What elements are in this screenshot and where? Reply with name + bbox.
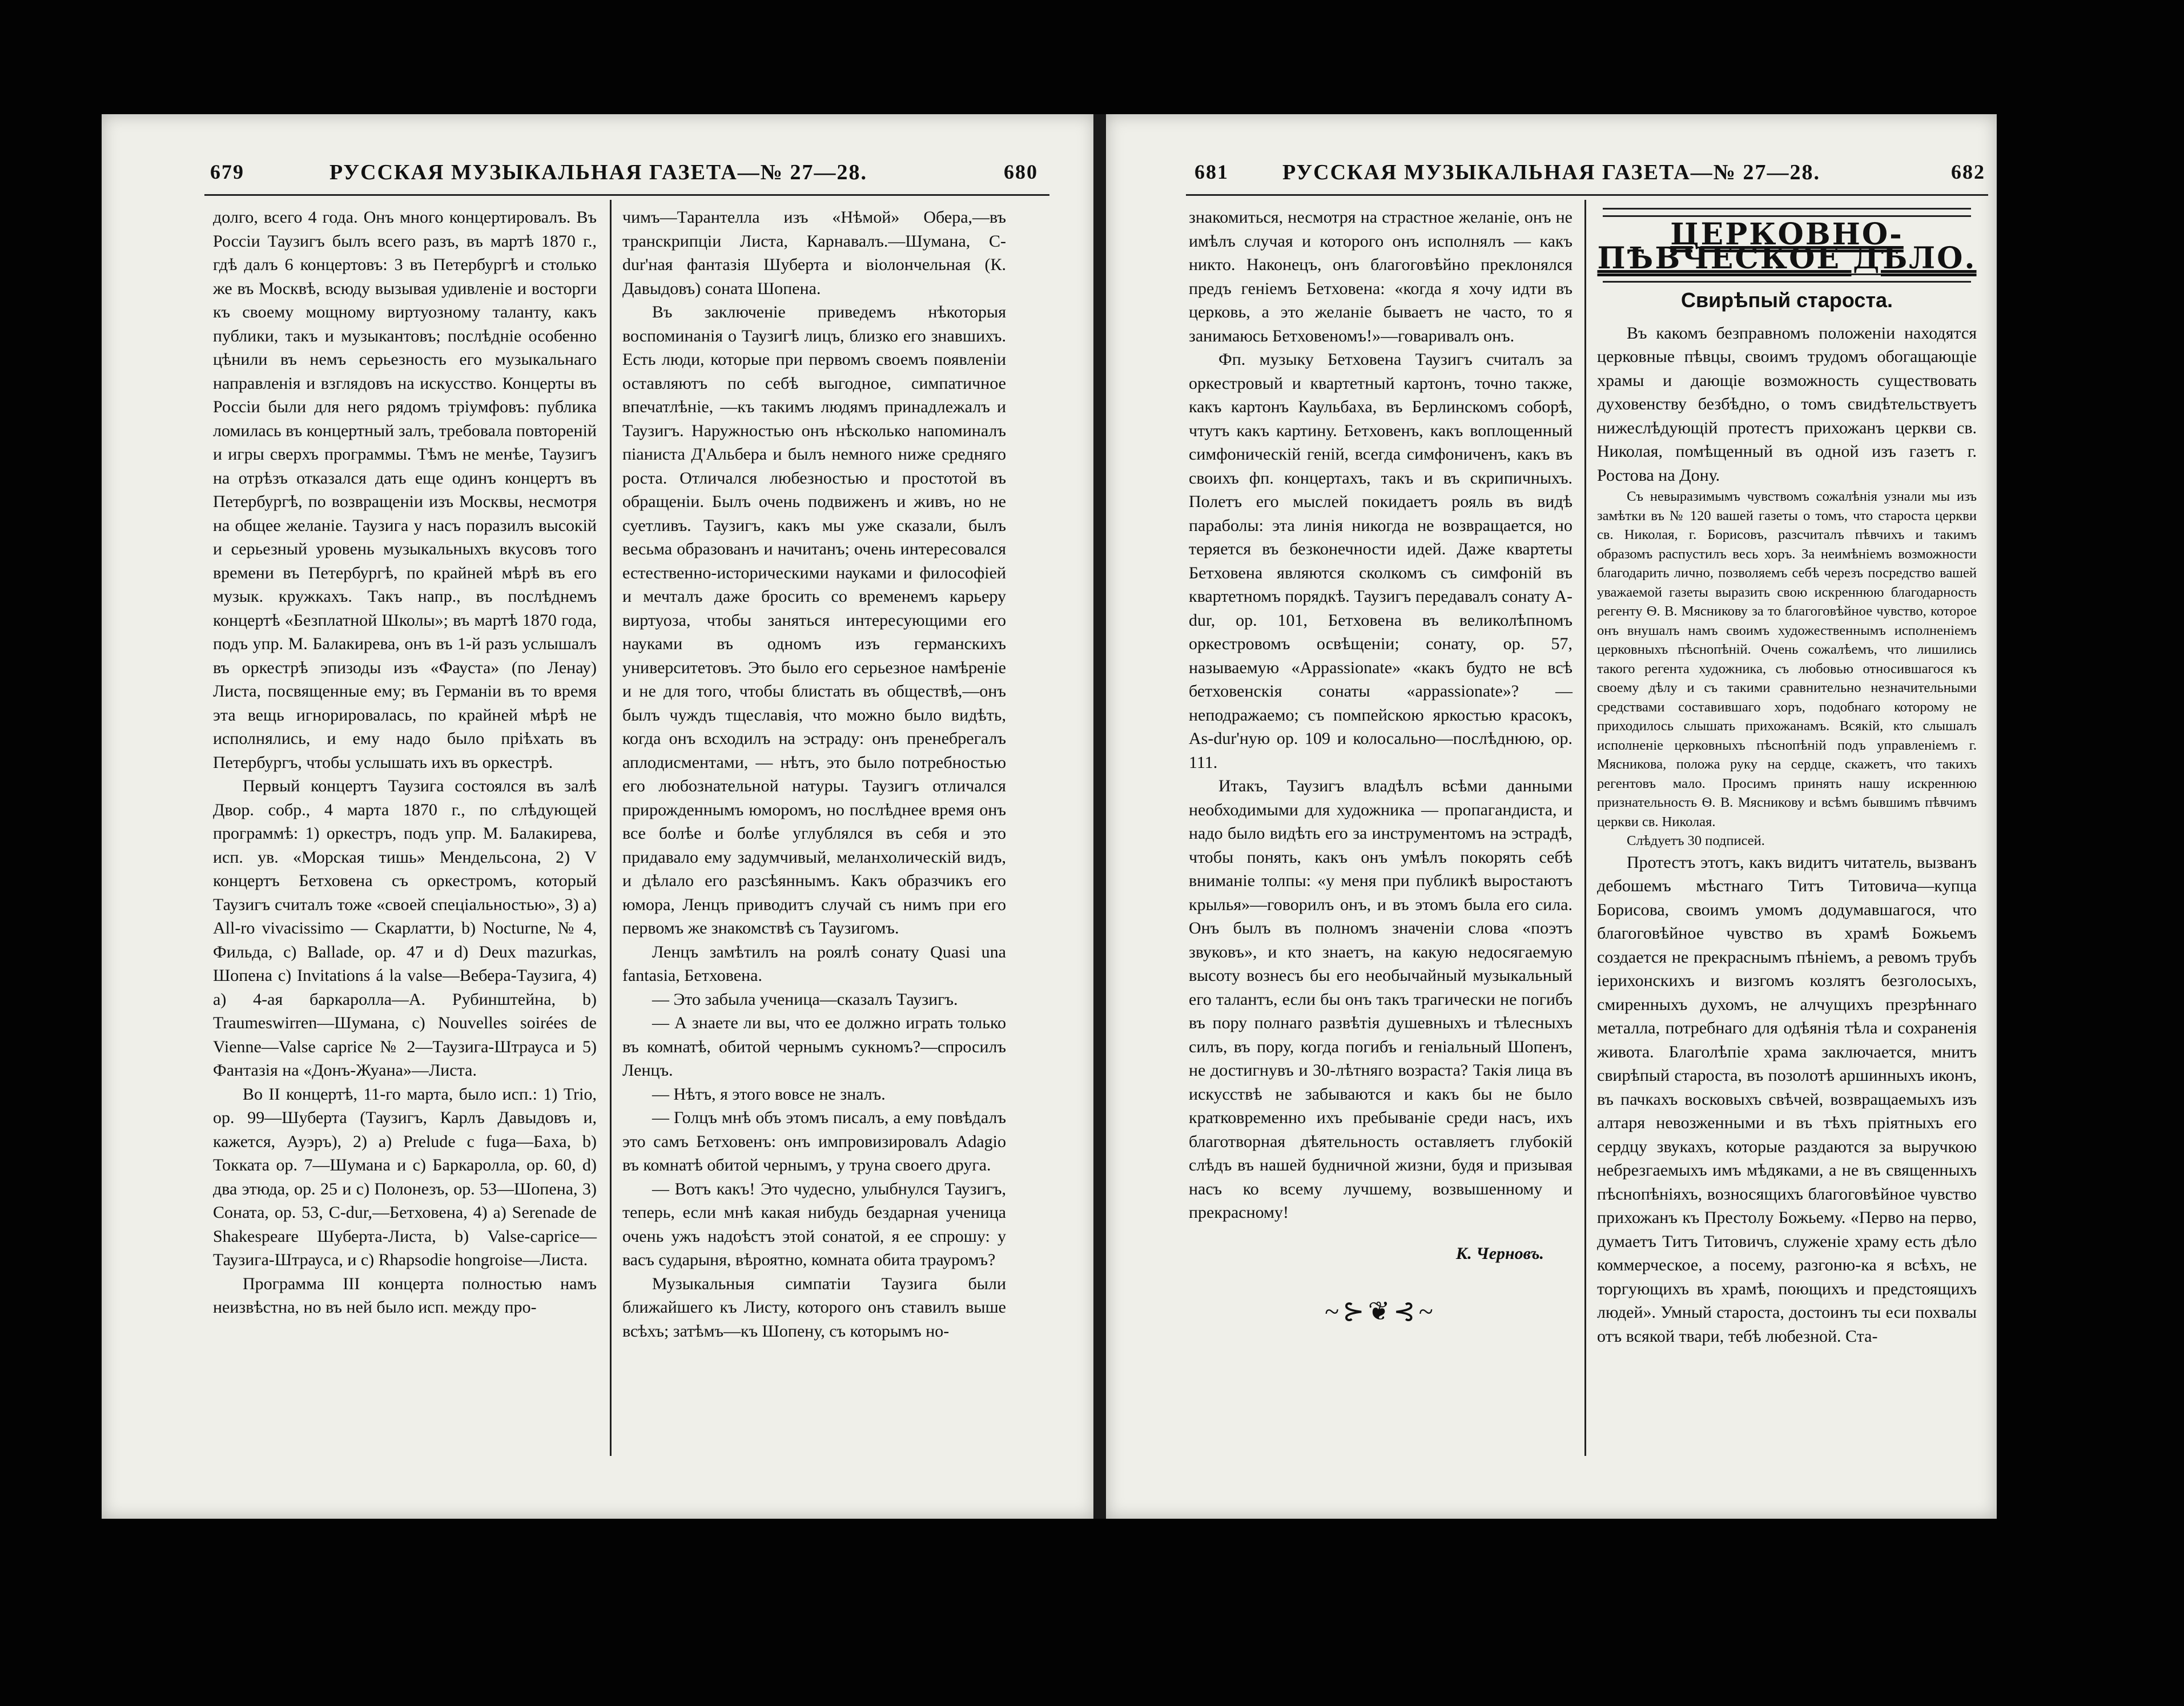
page-number: 682 bbox=[1951, 160, 1985, 183]
paragraph: Музыкальныя симпатіи Таузига были ближайшего къ Листу, которого онъ ставилъ выше всѣхъ; затѣмъ—къ Шопену, съ которымъ но- bbox=[622, 1274, 1006, 1341]
page-number: 681 bbox=[1194, 160, 1229, 183]
paragraph: чимъ—Тарантелла изъ «Нѣмой» Обера,—въ транскрипціи Листа, Карнавалъ.—Шумана, C-dur'ная фантазія Шуберта и віолончельная (К. Давыдовъ) соната Шопена. bbox=[622, 208, 1006, 298]
author-signature: К. Черновъ. bbox=[1455, 1244, 1544, 1263]
quoted-letter: Съ невыразимымъ чувствомъ сожалѣнія узнали мы изъ замѣтки въ № 120 вашей газеты о томъ, что староста церкви св. Николая, г. Борисовъ, разсчиталъ пѣвчихъ и такимъ образомъ распустилъ весь хоръ. За неимѣніемъ возможности благодарить лично, позволяемъ себѣ черезъ посредство вашей уважаемой газеты выразить свою искреннюю благодарность регенту Ѳ. В. Мясникову за то благоговѣйное чувство, которое онъ внушалъ намъ своимъ художественнымъ исполненіемъ церковныхъ пѣснопѣній. Очень сожалѣемъ, что лишились такого регента художника, съ любовью относившагося къ своему дѣлу и съ такими сравнительно незначительными средствами составившаго хоръ, подобнаго которому не приходилось слышать прихожанамъ. Всякій, кто слышалъ исполненіе церковныхъ пѣснопѣній подъ управленіемъ г. Мясникова, положа руку на сердце, скажетъ, что такихъ регентовъ мало. Просимъ принять нашу искреннюю признательность Ѳ. В. Мясникову и всѣмъ бывшимъ пѣвчимъ церкви св. Николая. bbox=[1597, 489, 1977, 830]
paragraph: Во II концертѣ, 11-го марта, было исп.: 1) Trio, op. 99—Шуберта (Таузигъ, Карлъ Давыдовъ и, кажется, Ауэръ), 2) a) Prelude с fuga—Баха, b) Токката op. 7—Шумана и c) Баркаролла, op. 60, d) два этюда, op. 25 и c) Полонезъ, op. 53—Шопена, 3) Соната, op. 53, C-dur,—Бетховена, 4) a) Serenade de Shakespeare Шуберта-Листа, b) Valse-caprice—Таузига-Штрауса, и c) Rhapsodie hongroise—Листа. bbox=[213, 1084, 597, 1269]
newspaper-title: РУССКАЯ МУЗЫКАЛЬНАЯ ГАЗЕТА—№ 27—28. bbox=[329, 160, 867, 184]
paragraph: Программа III концерта полностью намъ неизвѣстна, но въ ней было исп. между про- bbox=[213, 1274, 597, 1317]
header-rule bbox=[204, 194, 1049, 196]
paragraph: долго, всего 4 года. Онъ много концертировалъ. Въ Россіи Таузигъ былъ всего разъ, въ мартѣ 1870 г., гдѣ далъ 6 концертовъ: 3 въ Петербургѣ и столько же въ Москвѣ, всюду вызывая удивленіе и восторги къ своему мощному виртуозному таланту, какъ публики, такъ и музыкантовъ; послѣдніе особенно цѣнили въ немъ серьезность его музыкальнаго направленія и взглядовъ на искусство. Концерты въ Россіи были для него рядомъ тріумфовъ: публика ломилась въ концертный залъ, требовала повтореній и игры сверхъ программы. Тѣмъ не менѣе, Таузигъ на отрѣзъ отказался дать еще одинъ концертъ въ Петербургѣ, по возвращеніи изъ Москвы, несмотря на общее желаніе. Таузига у насъ поразилъ высокій и серьезный уровень музыкальныхъ вкусовъ того времени въ Петербургѣ, по крайней мѣрѣ въ его музык. кружкахъ. Такъ напр., въ послѣднемъ концертѣ «Безплатной Школы»; въ мартѣ 1870 года, подъ упр. М. Балакирева, онъ въ 1-й разъ услышалъ въ оркестрѣ эпизоды изъ «Фауста» (по Ленау) Листа, посвященные ему; въ Германіи въ то время эта вещь игнорировалась, по крайней мѣрѣ не исполнялись, и ему надо было пріѣхать въ Петербургъ, чтобы услышать ихъ въ оркестрѣ. bbox=[213, 208, 597, 772]
paragraph: — Голцъ мнѣ объ этомъ писалъ, а ему повѣдалъ это самъ Бетховенъ: онъ импровизировалъ Adagio въ комнатѣ обитой чернымъ, у труна своего друга. bbox=[622, 1108, 1006, 1174]
text-column-2 bbox=[1597, 206, 1977, 1348]
running-head bbox=[1106, 160, 1997, 188]
ornament-divider: ~⊱❦⊰~ bbox=[1325, 1297, 1437, 1326]
text-column-1 bbox=[213, 206, 597, 1319]
paragraph: Въ какомъ безправномъ положеніи находятся церковные пѣвцы, своимъ трудомъ обогащающіе храмы и дающіе возможность существовать духовенству безбѣдно, о томъ свидѣтельствуетъ нижеслѣдующій протестъ прихожанъ церкви св. Николая, помѣщенный въ одной изъ газетъ г. Ростова на Дону. bbox=[1597, 323, 1977, 485]
column-rule bbox=[610, 200, 612, 1456]
column-rule bbox=[1584, 200, 1586, 1456]
paragraph: Фп. музыку Бетховена Таузигъ считалъ за оркестровый и квартетный картонъ, точно также, какъ картонъ Каульбаха, въ Берлинскомъ соборѣ, чтутъ какъ картину. Бетховенъ, какъ воплощенный симфоническій геній, всегда симфониченъ, какъ въ своихъ фп. концертахъ, такъ и въ скрипичныхъ. Полетъ его мыслей покидаетъ рояль въ видѣ параболы: эта линія никогда не возвращается, но теряется въ безконечности идей. Даже квартеты Бетховена являются сколкомъ съ симфоній въ квартетномъ порядкѣ. Таузигъ передавалъ сонату A-dur, op. 101, Бетховена въ великолѣпномъ оркестровомъ освѣщеніи; сонату, op. 57, называемую «Appassionate» «какъ будто не всѣ бетховенскія сонаты «appassionate»? — неподражаемо; съ помпейскою яркостью красокъ, As-dur'ную op. 109 и колосально—послѣднюю, op. 111. bbox=[1189, 350, 1572, 772]
signatures-note: Слѣдуетъ 30 подписей. bbox=[1627, 833, 1765, 848]
text-column-1 bbox=[1189, 206, 1572, 1326]
paragraph: знакомиться, несмотря на страстное желаніе, онъ не имѣлъ случая и которого онъ исполнялъ — какъ никто. Наконецъ, онъ благоговѣйно преклонялся предъ геніемъ Бетховена: «когда я хочу идти въ церковь, а это желаніе бываетъ не часто, то я занимаюсь Бетховеномъ!»—говаривалъ онъ. bbox=[1189, 208, 1572, 345]
text-column-2 bbox=[622, 206, 1006, 1343]
paragraph: Въ заключеніе приведемъ нѣкоторыя воспоминанія о Таузигѣ лицъ, близко его знавшихъ. Есть люди, которые при первомъ своемъ появленіи оставляютъ по себѣ выгодное, симпатичное впечатлѣніе, —къ такимъ людямъ принадлежалъ и Таузигъ. Наружностью онъ нѣсколько напоминалъ піаниста Д'Альбера и былъ немного ниже средняго роста. Отличался любезностью и простотой въ обращеніи. Былъ очень подвиженъ и живъ, но не суетливъ. Таузигъ, какъ мы уже сказали, былъ весьма образованъ и начитанъ; очень интересовался естественно-историческими науками и философіей и мечталъ даже бросить со временемъ карьеру виртуоза, чтобы заняться интересующими его науками въ одномъ изъ германскихъ университетовъ. Это было его серьезное намѣреніе и не для того, чтобы блистать въ обществѣ,—онъ былъ чуждъ тщеславія, что можно было видѣть, когда онъ всходилъ на эстраду: онъ пренебрегалъ аплодисментами, — нѣтъ, это было потребностью его любознательной натуры. Таузигъ отличался прирожденнымъ юморомъ, но послѣднее время онъ все болѣе и болѣе углублялся въ себя и это придавало ему задумчивый, меланхолическій видъ, и дѣлало его разсѣяннымъ. Какъ образчикъ его юмора, Ленцъ приводитъ случай съ нимъ при его первомъ же знакомствѣ съ Таузигомъ. bbox=[622, 303, 1006, 938]
paragraph: — Это забыла ученица—сказалъ Таузигъ. bbox=[652, 989, 958, 1009]
left-page bbox=[102, 114, 1095, 1519]
paragraph: Протестъ этотъ, какъ видитъ читатель, вызванъ дебошемъ мѣстнаго Титъ Титовича—купца Борисова, своимъ умомъ додумавшагося, что благоговѣйное чувство въ храмѣ Божьемъ создается не прекраснымъ пѣніемъ, а ревомъ трубъ іерихонскихъ и визгомъ козлятъ безголосыхъ, смиренныхъ духомъ, не алчущихъ презрѣннаго металла, потребнаго для одѣянія тѣла и сохраненія живота. Благолѣпіе храма заключается, мнитъ свирѣпый староста, въ позолотѣ аршинныхъ иконъ, въ пачкахъ восковыхъ свѣчей, возвращаемыхъ изъ алтаря невозженными и въ тѣхъ пріятныхъ его сердцу звукахъ, которые раздаются за выручкою небрезгаемыхъ имъ мѣдяками, а не въ священныхъ пѣснопѣніяхъ, возносящихъ благоговѣйное чувство прихожанъ къ Престолу Божьему. «Перво на перво, думаетъ Титъ Титовичъ, служеніе храму есть дѣло коммерческое, а посему, разгоню-ка я всѣхъ, не торгующихъ въ храмѣ, поющихъ и предстоящихъ людей». Умный староста, достоинъ ты еси похвалы отъ всякой твари, тебѣ любезной. Ста- bbox=[1597, 852, 1977, 1346]
page-number: 680 bbox=[1004, 160, 1038, 183]
paragraph: — Нѣтъ, я этого вовсе не зналъ. bbox=[652, 1084, 886, 1104]
paragraph: Итакъ, Таузигъ владѣлъ всѣми данными необходимыми для художника — пропагандиста, и надо было видѣть его за инструментомъ на эстрадѣ, чтобы понять, какъ онъ умѣлъ покорять себѣ вниманіе толпы: «у меня при публикѣ выростаютъ крылья»—говорилъ онъ, и въ этомъ была его сила. Онъ былъ въ полномъ значеніи слова «поэтъ звуковъ», и кто знаетъ, на какую недосягаемую высоту вознесъ бы его необычайный музыкальный его талантъ, если бы онъ такъ трагически не погибъ въ пору полнаго развѣтія душевныхъ и тѣлесныхъ силъ, въ пору, когда погибъ и геніальный Шопенъ, не достигнувъ и 30-лѣтняго возраста? Такія лица въ искусствѣ не забываются и какъ бы не было кратковременно ихъ пребываніе среди насъ, ихъ благотворная дѣятельность оставляетъ глубокій слѣдъ въ нашей будничной жизни, будя и призывая насъ ко всему лучшему, возвышенному и прекрасному! bbox=[1189, 776, 1572, 1222]
header-rule bbox=[1186, 194, 1988, 196]
right-page bbox=[1093, 114, 1997, 1519]
running-head bbox=[102, 160, 1095, 188]
article-title: Свирѣпый староста. bbox=[1680, 288, 1893, 312]
page-number: 679 bbox=[210, 160, 244, 183]
section-title: ЦЕРКОВНО-ПѢВЧЕСКОЕ ДѢЛО. bbox=[1597, 217, 1977, 276]
paragraph: — А знаете ли вы, что ее должно играть только въ комнатѣ, обитой чернымъ сукномъ?—спросилъ Ленцъ. bbox=[622, 1013, 1006, 1080]
section-rule bbox=[1603, 208, 1971, 217]
paragraph: Ленцъ замѣтилъ на роялѣ сонату Quasi una fantasia, Бетховена. bbox=[622, 942, 1006, 985]
newspaper-title: РУССКАЯ МУЗЫКАЛЬНАЯ ГАЗЕТА—№ 27—28. bbox=[1282, 160, 1820, 184]
paragraph: Первый концертъ Таузига состоялся въ залѣ Двор. собр., 4 марта 1870 г., по слѣдующей программѣ: 1) оркестръ, подъ упр. М. Балакирева, исп. ув. «Морская тишь» Мендельсона, 2) V концертъ Бетховена съ оркестромъ, который Таузигъ считалъ тоже «своей спеціальностью», 3) a) All-ro vivacissimo — Скарлатти, b) Nocturne, № 4, Фильда, c) Ballade, op. 47 и d) Deux mazurkas, Шопена c) Invitations á la valse—Вебера-Таузига, 4) a) 4-ая баркаролла—А. Рубинштейна, b) Traumeswirren—Шумана, c) Nouvelles soirées de Vienne—Valse caprice № 2—Таузига-Штрауса и 5) Фантазія на «Донъ-Жуана»—Листа. bbox=[213, 776, 597, 1080]
paragraph: — Вотъ какъ! Это чудесно, улыбнулся Таузигъ, теперь, если мнѣ какая нибудь бездарная ученица очень ужъ надоѣстъ этой сонатой, я ее спрошу: у васъ сударыня, вѣроятно, комната обита трауромъ? bbox=[622, 1179, 1006, 1269]
